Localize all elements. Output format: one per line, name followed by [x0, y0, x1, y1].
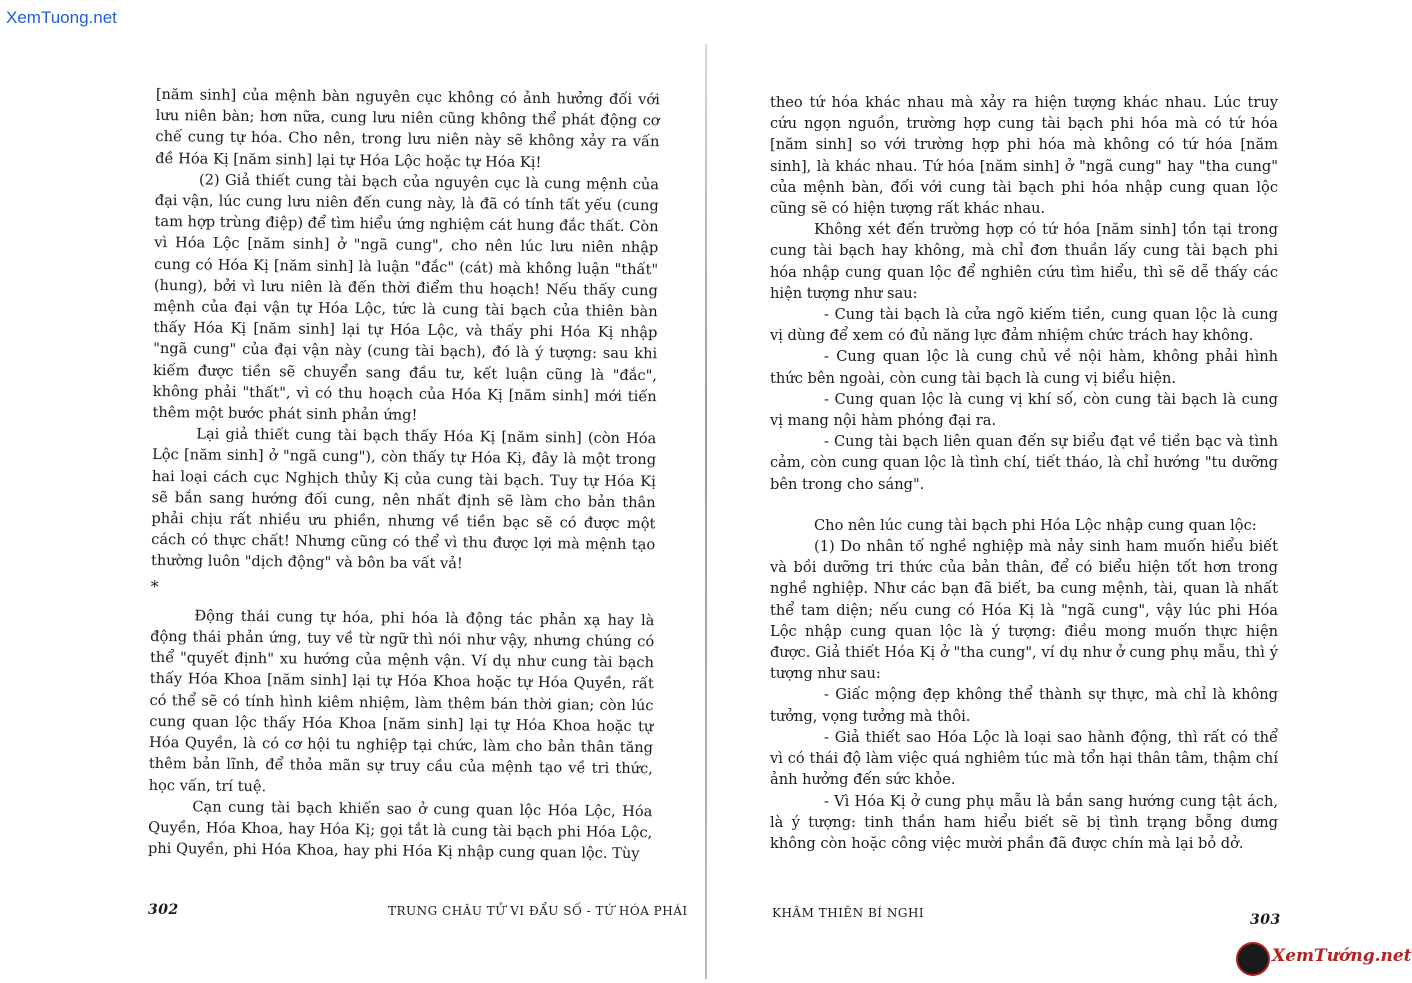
paragraph [770, 495, 1278, 515]
site-logo [1234, 940, 1412, 978]
paragraph: - Giấc mộng đẹp không thể thành sự thực, mà chỉ là không tưởng, vọng tưởng mà thôi. [770, 686, 1278, 725]
right-running-head: KHÂM THIÊN BÍ NGHI [772, 906, 925, 920]
paragraph: - Cung quan lộc là cung vị khí số, còn cung tài bạch là cung vị mang nội hàm phóng đại ra. [770, 390, 1278, 430]
paragraph: Cạn cung tài bạch khiến sao ở cung quan lộc Hóa Lộc, Hóa Quyền, Hóa Khoa, hay Hóa Kị; gọi tắt là cung tài bạch phi Hóa Lộc, phi Quyền, phi Hóa Khoa, hay phi Hóa Kị nhập cung quan lộc. Tùy [147, 798, 653, 863]
yin-yang-icon [1236, 942, 1270, 976]
paragraph: - Vì Hóa Kị ở cung phụ mẫu là bắn sang hướng cung tật ách, là ý tượng: tinh thần ham hiểu biết sẽ bị tình trạng bỗng dưng không còn hoặc công việc mười phần đã được chín mà lại bỏ dở. [770, 792, 1278, 852]
paragraph: Động thái cung tự hóa, phi hóa là động tác phản xạ hay là động thái phản ứng, tuy về từ ngữ thì nói như vậy, nhưng chúng có thể "quyết định" xu hướng của mệnh vận. Ví dụ như cung tài bạch thấy Hóa Khoa [năm sinh] lại tự Hóa Khoa hoặc tự Hóa Quyền, rất có thể sẽ có tính hình kiêm nhiệm, làm thêm bán thời gian; còn lúc cung quan lộc thấy Hóa Khoa [năm sinh] lại tự Hóa Khoa hoặc tự Hóa Quyền, là có cơ hội tu nghiệp tại chức, làm cho bản thân tăng thêm bản lĩnh, để thỏa mãn sự truy cầu của mệnh tạo về tri thức, học vấn, trí tuệ. [148, 607, 655, 795]
paragraph: Cho nên lúc cung tài bạch phi Hóa Lộc nhập cung quan lộc: [814, 516, 1257, 534]
paragraph: (2) Giả thiết cung tài bạch của nguyên cục là cung mệnh của đại vận, lúc cung lưu niên đến cung này, là đã có tính tất yếu (cung tam hợp trùng điệp) để tìm hiểu ứng nghiệm cát hung đắc thất. Còn vì Hóa Lộc [năm sinh] ở "ngã cung", cho nên lúc lưu niên nhập cung có Hóa Kị [năm sinh] là luận "đắc" (cát) mà không luận "thất" (hung), bởi vì lưu niên là đến thời điểm thu hoạch! Nếu thấy cung mệnh của đại vận tự Hóa Lộc, tức là cung tài bạch của thiên bàn thấy Hóa Kị [năm sinh] lại tự Hóa Lộc, và thấy phi Hóa Kị nhập "ngã cung" của đại vận này (cung tài bạch), đó là ý tượng: sau khi kiếm được tiền sẽ chuyển sang đầu tư, kết luận cũng là "đắc", không phải "thất", vì có thu hoạch của Hóa Kị [năm sinh] mới tiến thêm một bước phát sinh phản ứng! [152, 171, 660, 424]
paragraph: Lại giả thiết cung tài bạch thấy Hóa Kị [năm sinh] (còn Hóa Lộc [năm sinh] ở "ngã cung"), còn thấy tự Hóa Kị, đây là một trong hai loại cách cục Nghịch thủy Kị của cung tài bạch. Tuy tự Hóa Kị sẽ bắn sang hướng đối cung, nên nhất định sẽ làm cho bản thân phải chịu rất nhiều ưu phiền, nhưng về tiền bạc sẽ có được một cách có thực chất! Nhưng cũng có thể vì thu được lợi mà mệnh tạo thường luôn "dịch động" và bôn ba vất vả! [150, 425, 657, 573]
paragraph: - Cung quan lộc là cung chủ về nội hàm, không phải hình thức bên ngoài, còn cung tài bạch là cung vị biểu hiện. [770, 348, 1278, 387]
section-separator: * [150, 576, 159, 596]
right-page [770, 92, 1278, 854]
paragraph: - Cung tài bạch là cửa ngõ kiếm tiền, cung quan lộc là cung vị dùng để xem có đủ năng lực đảm nhiệm chức trách hay không. [770, 306, 1278, 345]
paragraph: - Giả thiết sao Hóa Lộc là loại sao hành động, thì rất có thể vì có thái độ làm việc quá nghiêm túc mà tổn hại thân tâm, thậm chí ảnh hưởng đến sức khỏe. [770, 728, 1278, 789]
paragraph: [năm sinh] của mệnh bàn nguyên cục không có ảnh hưởng đối với lưu niên bàn; hơn nữa, cung lưu niên cũng không thể phát động cơ chế cung tự hóa. Cho nên, trong lưu niên này sẽ không xảy ra vấn đề Hóa Kị [năm sinh] lại tự Hóa Lộc hoặc tự Hóa Kị! [155, 85, 660, 171]
paragraph: (1) Do nhân tố nghề nghiệp mà nảy sinh ham muốn hiểu biết và bồi dưỡng tri thức của bản thân, để có biểu hiện tốt hơn trong nghề nghiệp. Như các bạn đã biết, ba cung mệnh, tài, quan là nhất thể tam diện; nếu cung có Hóa Kị là "ngã cung", vậy lúc phi Hóa Lộc nhập cung quan lộc là ý tượng: điều mong muốn thực hiện được. Giả thiết Hóa Kị ở "tha cung", ví dụ như ở cung phụ mẫu, thì ý tượng như sau: [770, 538, 1278, 683]
logo-text: XemTướng.net [1272, 946, 1412, 966]
paragraph: theo tứ hóa khác nhau mà xảy ra hiện tượng khác nhau. Lúc truy cứu ngọn nguồn, trường hợp cung tài bạch phi hóa mà có tứ hóa [năm sinh] so với trường hợp phi hóa mà không có tứ hóa [năm sinh], là khác nhau. Tứ hóa [năm sinh] ở "ngã cung" hay "tha cung" của mệnh bàn, đối với cung tài bạch phi hóa nhập cung quan lộc cũng sẽ có hiện tượng rất khác nhau. [770, 94, 1278, 218]
book-spine [705, 44, 707, 979]
left-page-number: 302 [148, 902, 179, 918]
left-page [148, 84, 660, 865]
left-running-head: TRUNG CHÂU TỬ VI ĐẨU SỐ - TỨ HÓA PHÁI [388, 904, 688, 918]
paragraph: Không xét đến trường hợp có tứ hóa [năm sinh] tồn tại trong cung tài bạch hay không, mà chỉ đơn thuần lấy cung tài bạch phi hóa nhập cung quan lộc để nghiên cứu tìm hiểu, thì sẽ dễ thấy các hiện tượng như sau: [770, 221, 1278, 302]
paragraph: - Cung tài bạch liên quan đến sự biểu đạt về tiền bạc và tình cảm, còn cung quan lộc là tình chí, tiết tháo, là chỉ hướng "tu dưỡng bên trong cho sáng". [770, 433, 1278, 493]
site-watermark: XemTuong.net [6, 8, 117, 27]
right-page-number: 303 [1250, 912, 1281, 928]
